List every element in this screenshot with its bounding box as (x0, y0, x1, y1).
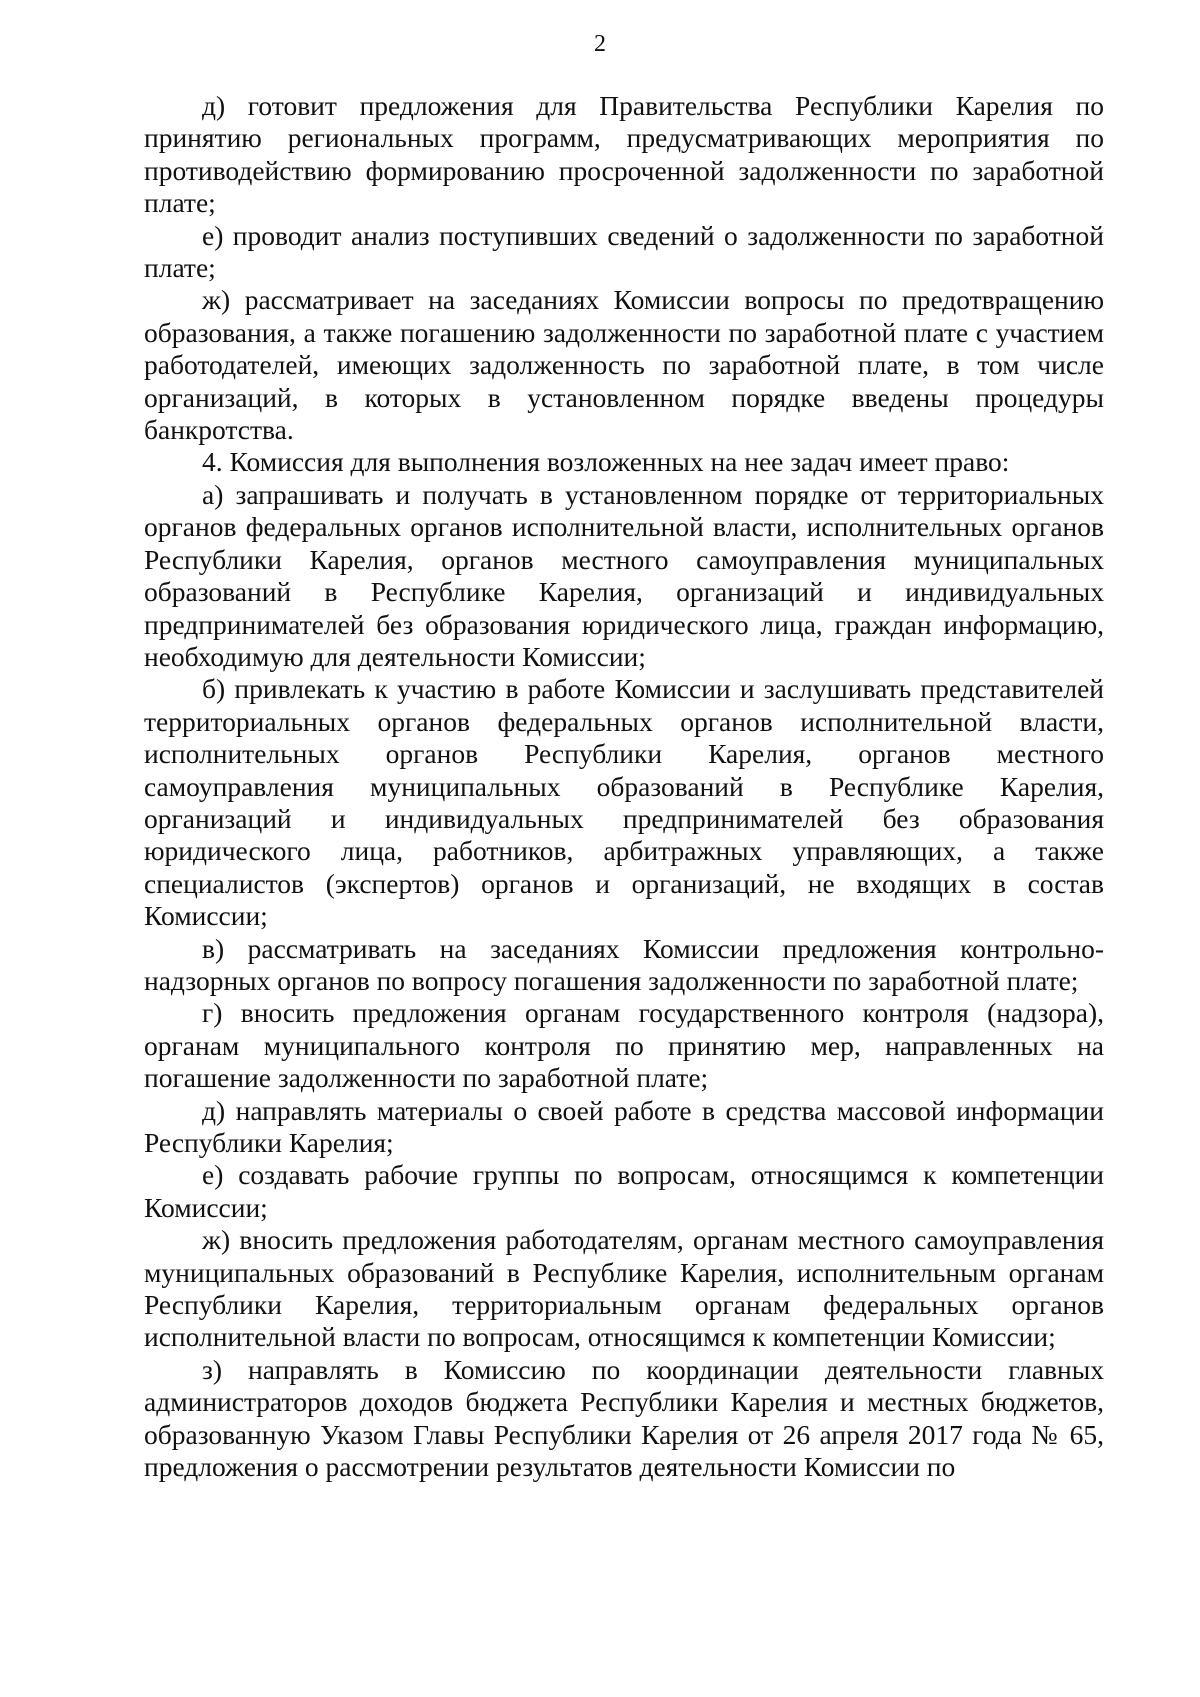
document-body (144, 90, 1104, 1483)
paragraph-z-send-to-commission: з) направлять в Комиссию по координации деятельности главных администраторов доходов бюджета Республики Карелия и местных бюджетов, образованную Указом Главы Республики Карелия от 26 апреля 2017 года № 65, предложения о рассмотрении результатов деятельности Комиссии по (144, 1353, 1104, 1483)
paragraph-d-proposals-programs: д) готовит предложения для Правительства Республики Карелия по принятию региональных программ, предусматривающих мероприятия по противодействию формированию просроченной задолженности по заработной плате; (144, 90, 1104, 219)
paragraph-e-working-groups: е) создавать рабочие группы по вопросам, относящимся к компетенции Комиссии; (144, 1159, 1104, 1223)
paragraph-a-request-information: а) запрашивать и получать в установленном порядке от территориальных органов федеральных органов исполнительной власти, исполнительных органов Республики Карелия, органов местного самоуправления муниципальных образований в Республике Карелия, организаций и индивидуальных предпринимателей без образования юридического лица, граждан информацию, необходимую для деятельности Комиссии; (144, 478, 1104, 672)
paragraph-v-consider-proposals: в) рассматривать на заседаниях Комиссии предложения контрольно-надзорных органов по вопросу погашения задолженности по заработной плате; (144, 932, 1104, 996)
page-number: 2 (594, 31, 606, 57)
paragraph-e-analysis: е) проводит анализ поступивших сведений о задолженности по заработной плате; (144, 219, 1104, 284)
paragraph-d-send-materials: д) направлять материалы о своей работе в средства массовой информации Республики Карелия; (144, 1094, 1104, 1158)
paragraph-zh-meetings: ж) рассматривает на заседаниях Комиссии вопросы по предотвращению образования, а также погашению задолженности по заработной плате с участием работодателей, имеющих задолженность по заработной плате, в том числе организаций, в которых в установленном порядке введены процедуры банкротства. (144, 284, 1104, 446)
paragraph-g-submit-proposals: г) вносить предложения органам государственного контроля (надзора), органам муниципального контроля по принятию мер, направленных на погашение задолженности по заработной плате; (144, 997, 1104, 1094)
paragraph-zh-submit-to-employers: ж) вносить предложения работодателям, органам местного самоуправления муниципальных образований в Республике Карелия, исполнительным органам Республики Карелия, территориальным органам федеральных органов исполнительной власти по вопросам, относящимся к компетенции Комиссии; (144, 1224, 1104, 1353)
paragraph-4-commission-rights: 4. Комиссия для выполнения возложенных на нее задач имеет право: (202, 446, 1010, 478)
paragraph-b-involve-representatives: б) привлекать к участию в работе Комиссии и заслушивать представителей территориальных органов федеральных органов исполнительной власти, исполнительных органов Республики Карелия, органов местного самоуправления муниципальных образований в Республике Карелия, организаций и индивидуальных предпринимателей без образования юридического лица, работников, арбитражных управляющих, а также специалистов (экспертов) органов и организаций, не входящих в состав Комиссии; (144, 673, 1104, 932)
